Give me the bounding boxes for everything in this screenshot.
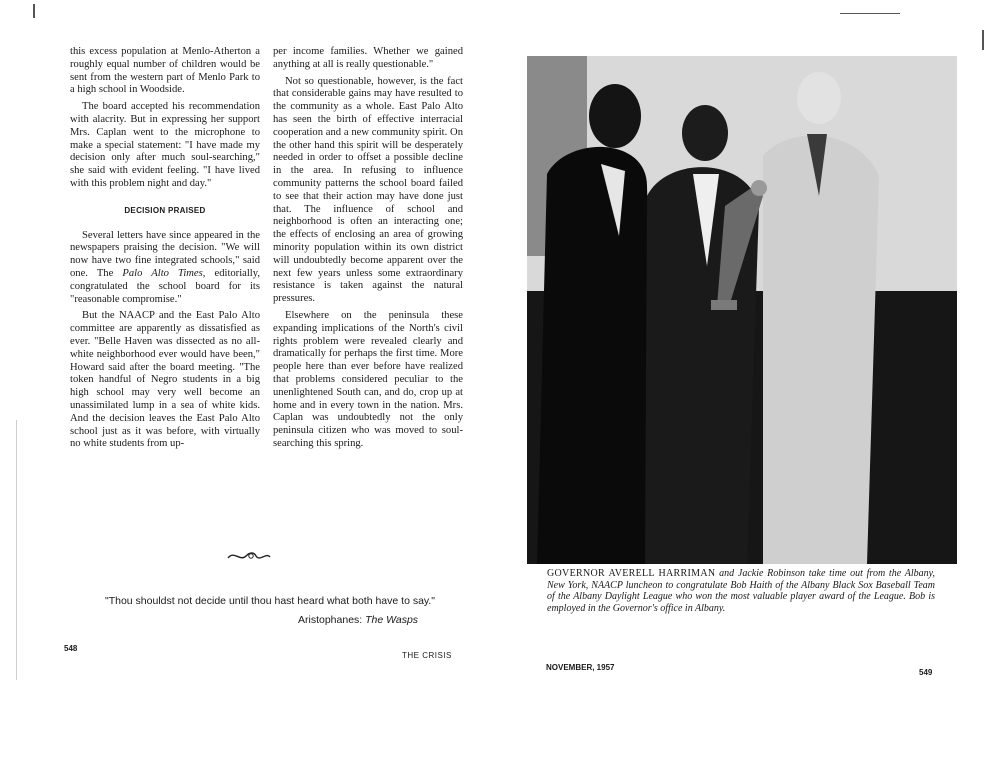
running-footer-title: THE CRISIS	[402, 651, 452, 660]
page-number-right: 549	[919, 668, 933, 677]
caption-lead: GOVERNOR AVERELL HARRIMAN	[547, 568, 716, 579]
paragraph-text: , editorially, congratulated the school board for its "reasonable compromise."	[70, 267, 260, 305]
quote-attribution	[298, 614, 418, 626]
paragraph-text: But the NAACP and the East Palo Alto committee are apparently as dissatisfied as ever. "Belle Haven was dissected as no all-white neighborhood ever would have been," Howard said after the board meeting. "The token handful of Negro students in a big high school may very well become an unassimilated lump in a sea of white kids. And the decision leaves the East Palo Alto school just as it was before, with virtually no white students from up-	[70, 310, 260, 450]
paragraph: per income families. Whether we gained anything at all is really questionable."	[273, 46, 463, 70]
attribution-author: Aristophanes:	[298, 614, 366, 626]
issue-date: NOVEMBER, 1957	[546, 663, 615, 672]
scan-mark	[840, 13, 900, 14]
column-two	[273, 46, 463, 455]
section-subhead: DECISION PRAISED	[124, 205, 206, 215]
attribution-work: The Wasps	[365, 614, 419, 626]
column-one	[70, 46, 260, 455]
flourish-ornament	[226, 548, 272, 564]
paragraph: The board accepted his recommendation with alacrity. But in expressing her support Mrs. Caplan went to the microphone to make a special statement: "I have made my decision only after much soul-searching," she said with evident feeling. "I have lived with this problem night and day."	[70, 101, 260, 189]
paragraph: this excess population at Menlo-Atherton a roughly equal number of children would be sent from the western part of Menlo Park to a high school in Woodside.	[70, 46, 260, 96]
binding-edge	[16, 420, 17, 680]
paragraph: Not so questionable, however, is the fact that considerable gains may have resulted to the community as a whole. East Palo Alto has seen the birth of effective interracial cooperation and a new community spirit. On the other hand this spirit will be desperately needed in order to offset a possible decline in the area. In refusing to influence community patterns the school board failed to see that their action may have done just that. The influence of school and neighborhood is often an interacting one; the effects of enclosing an area of growing minority population within its own district will undoubtedly become apparent over the next few years unless some extraordinary resistance is taken against the natural pressures.	[273, 75, 463, 305]
newspaper-name: Palo Alto Times	[122, 267, 203, 279]
paragraph-text: Several letters have since appeared in the newspapers praising the decision. "We will now have two fine integrated schools," said one. The	[70, 229, 260, 279]
photo-caption	[547, 568, 935, 614]
closing-quote: "Thou shouldst not decide until thou hast heard what both have to say."	[104, 595, 436, 607]
scan-mark	[33, 4, 35, 18]
page-number-left: 548	[64, 644, 78, 653]
photograph	[527, 56, 957, 564]
paragraph	[70, 310, 260, 451]
scan-mark	[982, 30, 984, 50]
paragraph	[70, 230, 260, 307]
caption-body: and Jackie Robinson take time out from the Albany, New York, NAACP luncheon to congratulate Bob Haith of the Albany Black Sox Baseball Team of the Albany Daylight League who won the most valuable player award of the League. Bob is employed in the Governor's office in Albany.	[547, 568, 936, 614]
paragraph: Elsewhere on the peninsula these expanding implications of the North's civil rights problem were revealed clearly and dramatically for perhaps the first time. More people here than ever before have realized that problems considered peculiar to the unenlightened South can, and do, crop up at home and in every town in the nation. Mrs. Caplan was undoubtedly not the only peninsula citizen who was moved to soul-searching this spring.	[273, 309, 463, 449]
